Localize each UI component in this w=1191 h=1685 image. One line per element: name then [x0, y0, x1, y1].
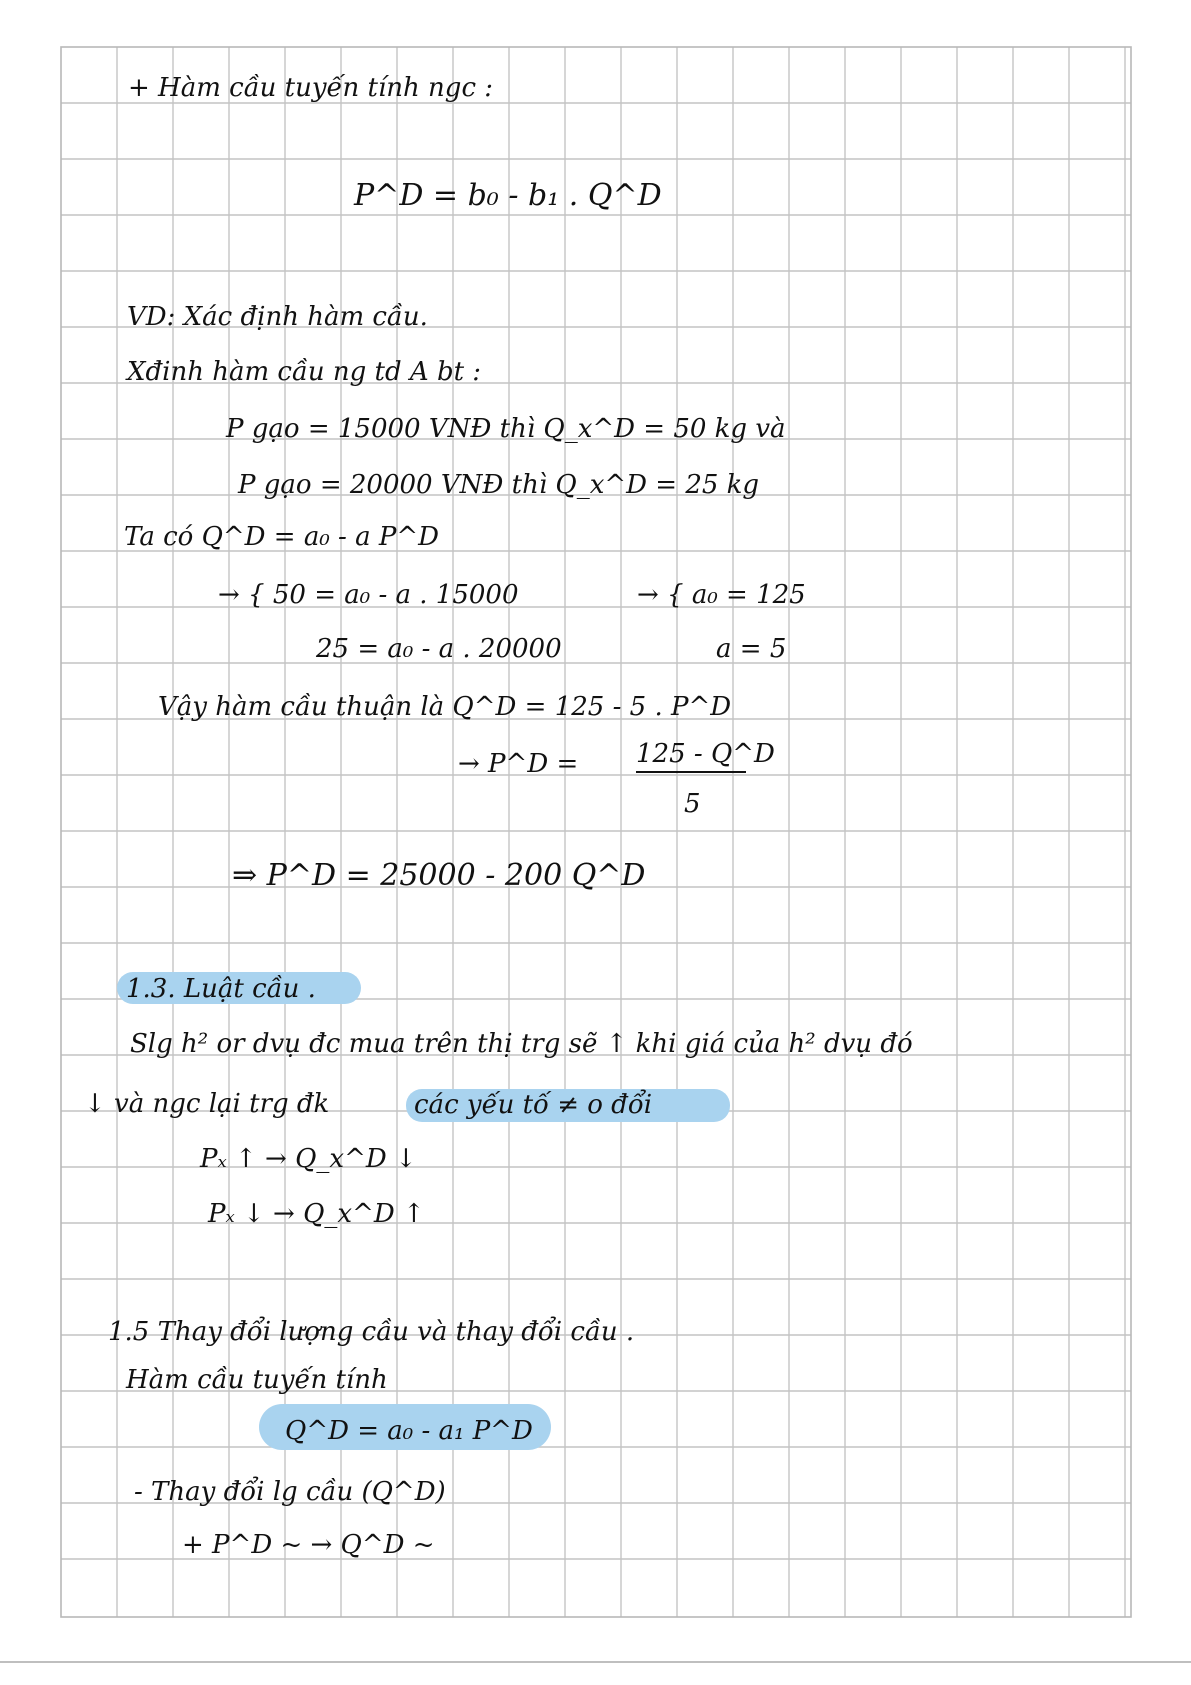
- note-line: → P^D =: [458, 749, 579, 779]
- section-heading: 1.5 Thay đổi lượng cầu và thay đổi cầu .: [108, 1317, 635, 1347]
- equation-system-right: → { a₀ = 125: [637, 580, 806, 610]
- note-line: Slg h² or dvụ đc mua trên thị trg sẽ ↑ khi giá của h² dvụ đó: [130, 1029, 913, 1059]
- note-line: Hàm cầu tuyến tính: [126, 1365, 388, 1395]
- note-line: P gạo = 15000 VNĐ thì Q_x^D = 50 kg và: [226, 414, 786, 444]
- fraction-numerator: 125 - Q^D: [636, 739, 775, 769]
- note-line: VD: Xác định hàm cầu.: [127, 302, 428, 332]
- equation-system-right: a = 5: [716, 634, 787, 664]
- fraction-denominator: 5: [684, 789, 701, 819]
- formula-linear-demand: Q^D = a₀ - a₁ P^D: [285, 1416, 533, 1446]
- note-line: + P^D ~ → Q^D ~: [182, 1530, 435, 1560]
- note-line: Ta có Q^D = a₀ - a P^D: [124, 522, 439, 552]
- formula-result: ⇒ P^D = 25000 - 200 Q^D: [232, 858, 646, 893]
- highlighted-text: các yếu tố ≠ o đổi: [414, 1090, 653, 1120]
- note-line: Vậy hàm cầu thuận là Q^D = 125 - 5 . P^D: [158, 692, 732, 722]
- equation-system-left: 25 = a₀ - a . 20000: [316, 634, 562, 664]
- note-line: Pₓ ↓ → Q_x^D ↑: [208, 1199, 425, 1229]
- note-line: Pₓ ↑ → Q_x^D ↓: [200, 1144, 417, 1174]
- section-heading: 1.3. Luật cầu .: [126, 974, 316, 1004]
- note-line: P gạo = 20000 VNĐ thì Q_x^D = 25 kg: [238, 470, 760, 500]
- note-line: Xđinh hàm cầu ng td A bt :: [127, 357, 482, 387]
- note-line: - Thay đổi lg cầu (Q^D): [134, 1477, 446, 1507]
- note-line: + Hàm cầu tuyến tính ngc :: [128, 73, 494, 103]
- note-line: ↓ và ngc lại trg đk: [84, 1089, 330, 1119]
- formula-inverse-demand: P^D = b₀ - b₁ . Q^D: [354, 178, 662, 213]
- equation-system-left: → { 50 = a₀ - a . 15000: [218, 580, 519, 610]
